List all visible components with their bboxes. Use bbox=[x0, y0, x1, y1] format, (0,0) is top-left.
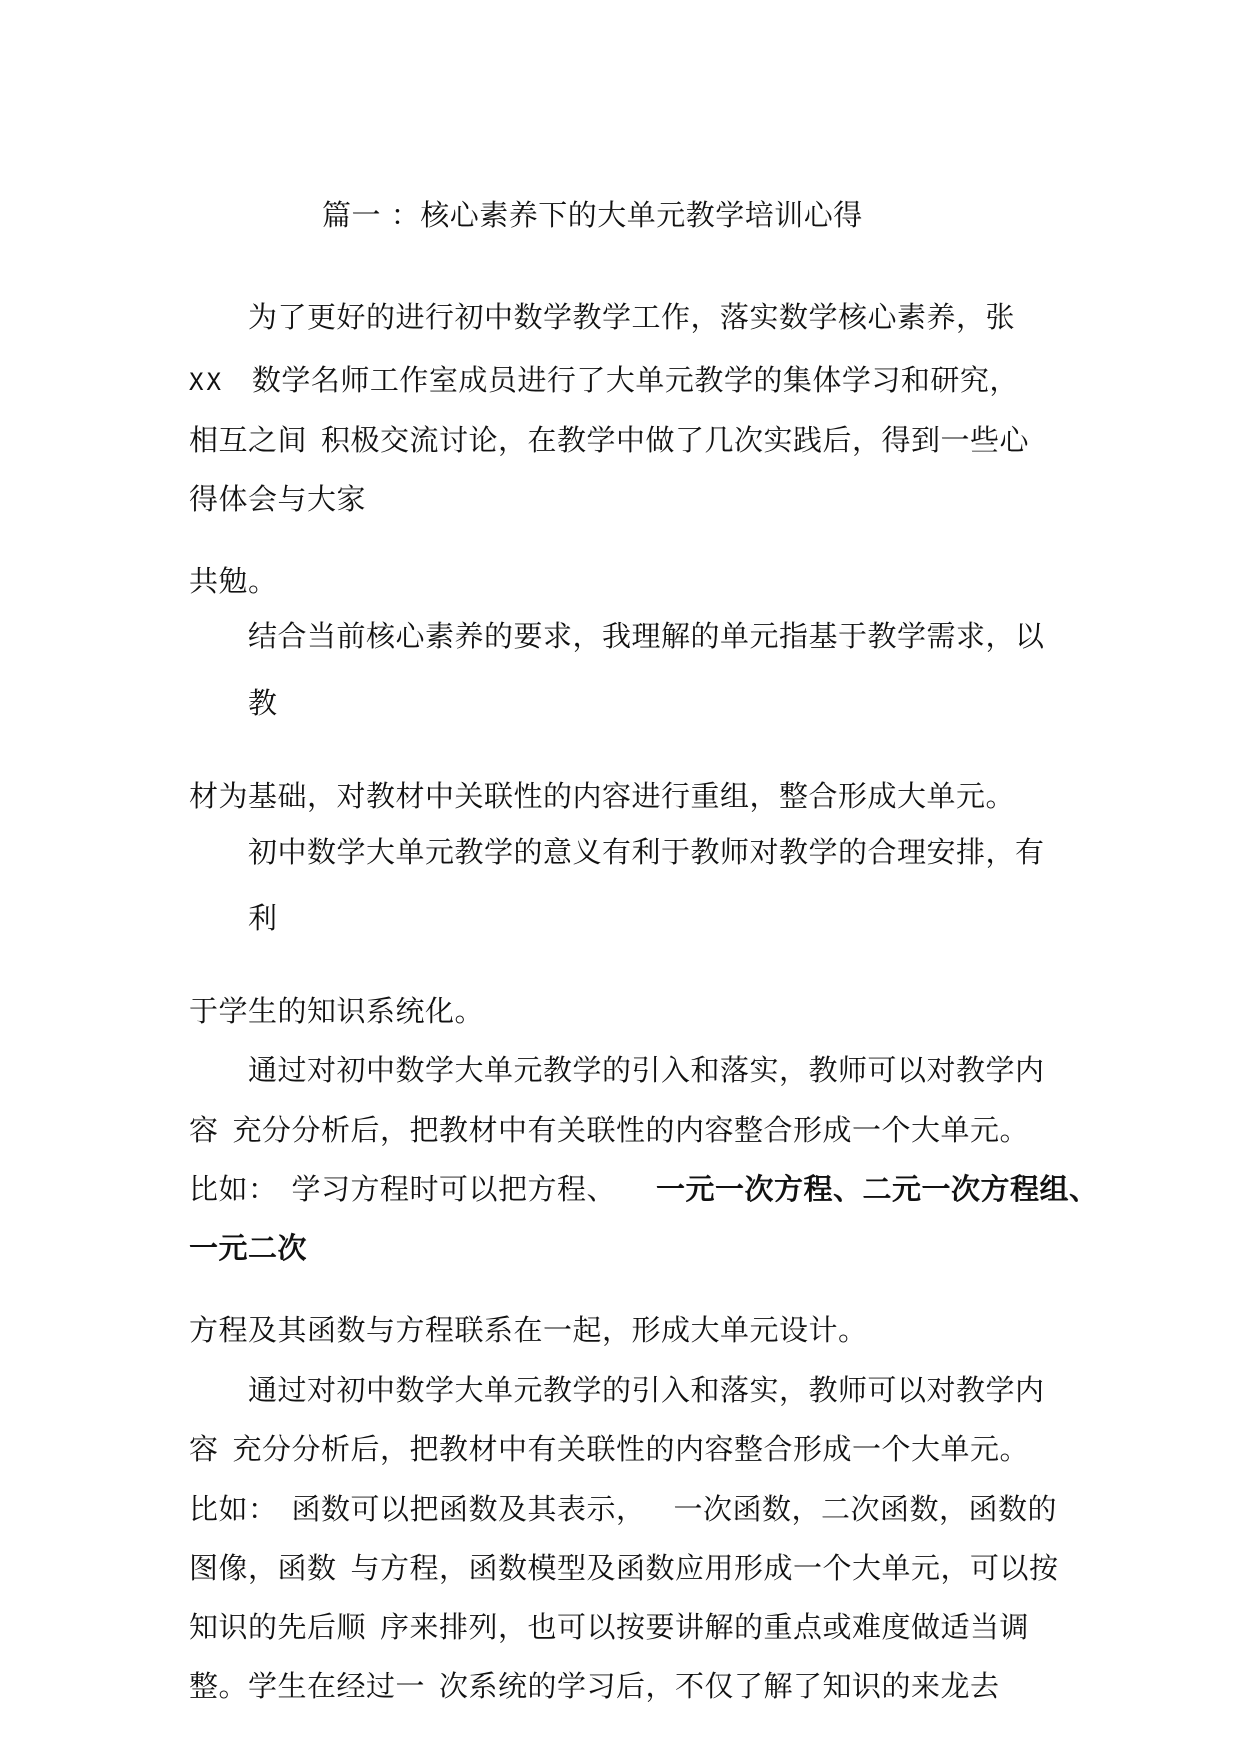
p5-line-3a: 比如： bbox=[189, 1492, 278, 1526]
p5-line-5a: 知识的先后顺 bbox=[189, 1610, 367, 1644]
p4-line-3c: 一元一次方程、二元一次方程组、 bbox=[656, 1172, 1099, 1206]
p5-line-4 bbox=[189, 1550, 1059, 1586]
p2-line-3: 材为基础，对教材中关联性的内容进行重组，整合形成大单元。 bbox=[189, 779, 1016, 813]
p5-line-5b: 序来排列，也可以按要讲解的重点或难度做适当调 bbox=[380, 1610, 1030, 1644]
p1-line-2 bbox=[189, 362, 1019, 400]
p5-line-2a: 容 bbox=[189, 1432, 219, 1466]
p5-line-5 bbox=[189, 1609, 1029, 1645]
p2-line-1: 结合当前核心素养的要求，我理解的单元指基于教学需求，以 bbox=[248, 619, 1045, 653]
p5-line-3b: 函数可以把函数及其表示， bbox=[291, 1492, 646, 1526]
p5-line-3c: 一次函数，二次函数，函数的 bbox=[673, 1492, 1058, 1526]
p1-code: XX bbox=[189, 368, 224, 396]
p5-line-6b: 次系统的学习后，不仅了解了知识的来龙去 bbox=[439, 1669, 1000, 1703]
p4-line-3a: 比如： bbox=[189, 1172, 278, 1206]
p4-line-5: 方程及其函数与方程联系在一起，形成大单元设计。 bbox=[189, 1313, 868, 1347]
p4-line-2 bbox=[189, 1112, 1029, 1148]
p5-line-4b: 与方程，函数模型及函数应用形成一个大单元，可以按 bbox=[350, 1551, 1059, 1585]
p4-line-2a: 容 bbox=[189, 1113, 219, 1147]
p1-line-2-text: 数学名师工作室成员进行了大单元教学的集体学习和研究， bbox=[251, 363, 1019, 397]
p3-line-1: 初中数学大单元教学的意义有利于教师对教学的合理安排，有 bbox=[248, 835, 1045, 869]
p1-line-3 bbox=[189, 422, 1029, 458]
p1-line-3b: 积极交流讨论，在教学中做了几次实践后，得到一些心 bbox=[321, 423, 1030, 457]
p5-line-2b: 充分分析后，把教材中有关联性的内容整合形成一个大单元。 bbox=[232, 1432, 1030, 1466]
p5-line-3 bbox=[189, 1491, 1057, 1527]
p1-line-5: 共勉。 bbox=[189, 564, 278, 598]
p5-line-6a: 整。学生在经过一 bbox=[189, 1669, 426, 1703]
p1-line-3a: 相互之间 bbox=[189, 423, 308, 457]
p5-line-6 bbox=[189, 1668, 1000, 1704]
p1-line-1: 为了更好的进行初中数学教学工作，落实数学核心素养，张 bbox=[248, 300, 1016, 334]
p4-line-4: 一元二次 bbox=[189, 1231, 308, 1265]
p4-line-3b: 学习方程时可以把方程、 bbox=[291, 1172, 617, 1206]
document-title: 篇一 ：核心素养下的大单元教学培训心得 bbox=[322, 198, 863, 232]
p3-line-2: 利 bbox=[248, 901, 278, 935]
p4-line-1: 通过对初中数学大单元教学的引入和落实，教师可以对教学内 bbox=[248, 1053, 1045, 1087]
p4-line-2b: 充分分析后，把教材中有关联性的内容整合形成一个大单元。 bbox=[232, 1113, 1030, 1147]
p4-line-3 bbox=[189, 1171, 1099, 1207]
p5-line-2 bbox=[189, 1431, 1029, 1467]
p5-line-1: 通过对初中数学大单元教学的引入和落实，教师可以对教学内 bbox=[248, 1373, 1045, 1407]
p2-line-2: 教 bbox=[248, 686, 278, 720]
p1-line-4: 得体会与大家 bbox=[189, 482, 367, 516]
p3-line-3: 于学生的知识系统化。 bbox=[189, 994, 485, 1028]
p5-line-4a: 图像，函数 bbox=[189, 1551, 337, 1585]
